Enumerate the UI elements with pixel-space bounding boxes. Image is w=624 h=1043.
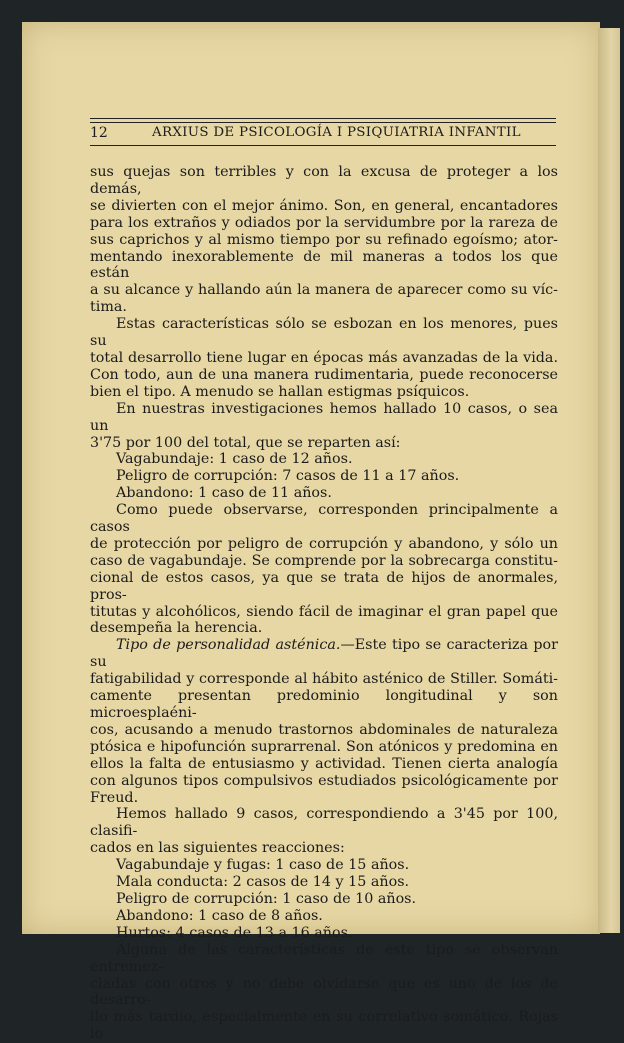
text-line bbox=[90, 316, 558, 350]
running-title: ARXIUS DE PSICOLOGÍA I PSIQUIATRIA INFANTIL bbox=[152, 125, 521, 140]
line-text: Vagabundaje y fugas: 1 caso de 15 años. bbox=[116, 857, 410, 874]
text-line bbox=[90, 604, 558, 621]
line-text: 3'75 por 100 del total, que se reparten así: bbox=[90, 434, 401, 451]
line-text: sus caprichos y al mismo tiempo por su refinado egoísmo; ator- bbox=[90, 231, 558, 248]
line-text: —Este tipo se caracteriza por su bbox=[90, 637, 558, 671]
text-line bbox=[90, 502, 558, 536]
line-text: Peligro de corrupción: 1 caso de 10 años. bbox=[116, 890, 417, 907]
line-text: titutas y alcohólicos, siendo fácil de imaginar el gran papel que bbox=[90, 603, 558, 620]
line-text: Freud. bbox=[90, 789, 139, 806]
text-line bbox=[90, 536, 558, 553]
line-text: a su alcance y hallando aún la manera de aparecer como su víc- bbox=[90, 282, 558, 299]
line-text: Estas características sólo se esbozan en los menores, pues su bbox=[90, 316, 558, 350]
line-text: desempeña la herencia. bbox=[90, 620, 263, 637]
line-text: Con todo, aun de una manera rudimentaria, puede reconocerse bbox=[90, 366, 558, 383]
line-text: tima. bbox=[90, 299, 127, 316]
line-text: con algunos tipos compulsivos estudiados psicológicamente por bbox=[90, 772, 558, 789]
text-line bbox=[90, 806, 558, 840]
text-line bbox=[90, 282, 558, 299]
page-number: 12 bbox=[90, 125, 108, 141]
text-line bbox=[90, 722, 558, 739]
line-text: ptósica e hipofunción suprarrenal. Son atónicos y predomina en bbox=[90, 738, 558, 755]
text-line bbox=[90, 164, 558, 198]
text-line bbox=[90, 688, 558, 722]
line-text: cional de estos casos, ya que se trata de hijos de anormales, pros- bbox=[90, 569, 558, 603]
text-line bbox=[90, 671, 558, 688]
line-text: Alguna de las características de este tipo se observan entremez- bbox=[90, 941, 558, 975]
text-line bbox=[90, 908, 558, 925]
text-line bbox=[90, 840, 558, 857]
line-text: sus quejas son terribles y con la excusa de proteger a los demás, bbox=[90, 164, 558, 197]
line-text: cados en las siguientes reacciones: bbox=[90, 840, 345, 857]
line-text: bien el tipo. A menudo se hallan estigmas psíquicos. bbox=[90, 383, 470, 400]
text-line bbox=[90, 976, 558, 1010]
text-line bbox=[90, 451, 558, 468]
section-heading: Tipo de personalidad asténica. bbox=[116, 637, 341, 654]
text-line bbox=[90, 553, 558, 570]
line-text: Peligro de corrupción: 7 casos de 11 a 17 años. bbox=[116, 468, 460, 485]
text-line bbox=[90, 739, 558, 756]
text-line bbox=[90, 249, 558, 283]
page-edge bbox=[598, 28, 620, 933]
body-text bbox=[90, 164, 558, 1043]
text-line bbox=[90, 790, 558, 807]
text-line bbox=[90, 1009, 558, 1043]
line-text: para los extraños y odiados por la servidumbre por la rareza de bbox=[90, 214, 558, 231]
text-line bbox=[90, 891, 558, 908]
line-text: camente presentan predominio longitudinal y son microesplaéni- bbox=[90, 688, 558, 721]
text-line bbox=[90, 232, 558, 249]
text-line bbox=[90, 925, 558, 942]
line-text: Mala conducta: 2 casos de 14 y 15 años. bbox=[116, 874, 410, 891]
line-text: En nuestras investigaciones hemos hallado 10 casos, o sea un bbox=[90, 400, 558, 434]
line-text: caso de vagabundaje. Se comprende por la sobrecarga constitu- bbox=[90, 552, 558, 569]
text-line bbox=[90, 468, 558, 485]
text-line bbox=[90, 435, 558, 452]
line-text: ellos la falta de entusiasmo y actividad. Tienen cierta analogía bbox=[90, 755, 558, 772]
line-text: Abandono: 1 caso de 8 años. bbox=[116, 907, 323, 924]
text-line bbox=[90, 874, 558, 891]
line-text: llo más tardío, especialmente en su correlativo somático. Rojas lo bbox=[90, 1009, 558, 1043]
running-header bbox=[90, 118, 556, 146]
text-line bbox=[90, 299, 558, 316]
line-text: cladas con otros y no debe olvidarse que es uno de los de desarro- bbox=[90, 975, 558, 1009]
line-text: de protección por peligro de corrupción y abandono, y sólo un bbox=[90, 535, 558, 552]
text-line bbox=[90, 756, 558, 773]
line-text: Como puede observarse, corresponden principalmente a casos bbox=[90, 502, 558, 536]
text-line bbox=[90, 215, 558, 232]
text-line bbox=[90, 384, 558, 401]
text-line bbox=[90, 485, 558, 502]
text-line bbox=[90, 198, 558, 215]
line-text: Vagabundaje: 1 caso de 12 años. bbox=[116, 451, 353, 468]
line-text: Abandono: 1 caso de 11 años. bbox=[116, 485, 332, 502]
line-text: fatigabilidad y corresponde al hábito asténico de Stiller. Somáti- bbox=[90, 671, 558, 688]
line-text: total desarrollo tiene lugar en épocas más avanzadas de la vida. bbox=[90, 349, 558, 366]
text-line bbox=[90, 367, 558, 384]
text-line bbox=[90, 401, 558, 435]
line-text: cos, acusando a menudo trastornos abdominales de naturaleza bbox=[90, 721, 558, 738]
line-text: mentando inexorablemente de mil maneras a todos los que están bbox=[90, 248, 558, 282]
text-line bbox=[90, 942, 558, 976]
text-line bbox=[90, 350, 558, 367]
text-line bbox=[90, 570, 558, 604]
text-line bbox=[90, 620, 558, 637]
text-line bbox=[90, 637, 558, 671]
line-text: Hemos hallado 9 casos, correspondiendo a 3'45 por 100, clasifi- bbox=[90, 806, 558, 840]
line-text: Hurtos: 4 casos de 13 a 16 años. bbox=[116, 924, 353, 941]
line-text: se divierten con el mejor ánimo. Son, en general, encantadores bbox=[90, 197, 558, 214]
text-line bbox=[90, 857, 558, 874]
text-line bbox=[90, 773, 558, 790]
